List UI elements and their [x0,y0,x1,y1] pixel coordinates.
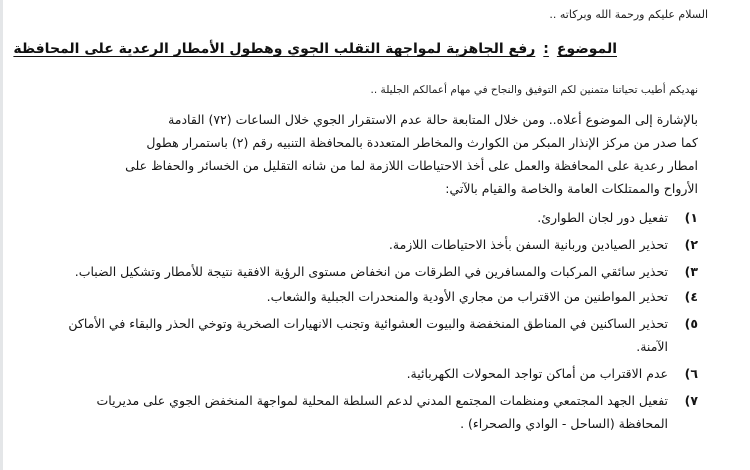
paragraph-line: الأرواح والممتلكات العامة والخاصة والقيام بالآتي: [445,181,698,196]
list-item-number: ١) [684,210,698,225]
list-item-text: تحذير سائقي المركبات والمسافرين في الطرقات من انخفاض مستوى الرؤية الافقية نتيجة للأمطار وتشكيل الضباب. [74,264,668,279]
list-item-number: ٣) [684,264,698,279]
subject-line [13,41,617,57]
paragraph-line: كما صدر من مركز الإنذار المبكر من الكوارث والمخاطر المتعددة بالمحافظة التنبيه رقم (٢) باستمرار هطول [146,135,698,150]
list-item-text: عدم الاقتراب من أماكن تواجد المحولات الكهربائية. [406,366,668,381]
list-item-text: تفعيل دور لجان الطوارئ. [537,210,668,225]
page-left-edge [0,0,3,470]
greeting-line: السلام عليكم ورحمة الله وبركاته .. [549,8,708,21]
subject-text: رفع الجاهزية لمواجهة التقلب الجوي وهطول الأمطار الرعدية على المحافظة [13,41,536,57]
list-item [48,362,698,385]
list-item-number: ٦) [684,366,698,381]
list-item-number: ٢) [684,237,698,252]
list-item-number: ٧) [684,393,698,408]
list-item [48,285,698,308]
paragraph-line: امطار رعدية على المحافظة والعمل على أخذ الاحتياطات اللازمة لما من شانه التقليل من الخسائر والحفاظ على [125,158,698,173]
body-paragraph [48,108,698,200]
list-item [48,312,698,358]
list-item-text: تحذير الساكنين في المناطق المنخفضة والبيوت العشوائية وتجنب الانهيارات الصخرية وتوخي الحذر والبقاء في الأماكن الآمنة. [68,316,668,354]
list-item-text: تحذير المواطنين من الاقتراب من مجاري الأودية والمنحدرات الجبلية والشعاب. [266,289,668,304]
list-item [48,206,698,229]
list-item-text: تحذير الصيادين وربانية السفن بأخذ الاحتياطات اللازمة. [388,237,668,252]
list-item-number: ٤) [684,289,698,304]
paragraph-line: بالإشارة إلى الموضوع أعلاه.. ومن خلال المتابعة حالة عدم الاستقرار الجوي خلال الساعات (٧٢) القادمة [168,112,698,127]
subject-separator: : [543,41,549,57]
list-item [48,233,698,256]
subject-label: الموضوع [556,41,617,57]
list-item-number: ٥) [684,316,698,331]
list-item-text: تفعيل الجهد المجتمعي ومنظمات المجتمع المدني لدعم السلطة المحلية لمواجهة المنخفض الجوي على مديريات المحافظة (الساحل - الوادي والصحراء) . [96,393,668,431]
list-item [48,389,698,435]
action-list [48,206,698,439]
wishes-line: نهديكم أطيب تحياتنا متمنين لكم التوفيق والنجاح في مهام أعمالكم الجليلة .. [370,84,698,96]
list-item [48,260,698,283]
